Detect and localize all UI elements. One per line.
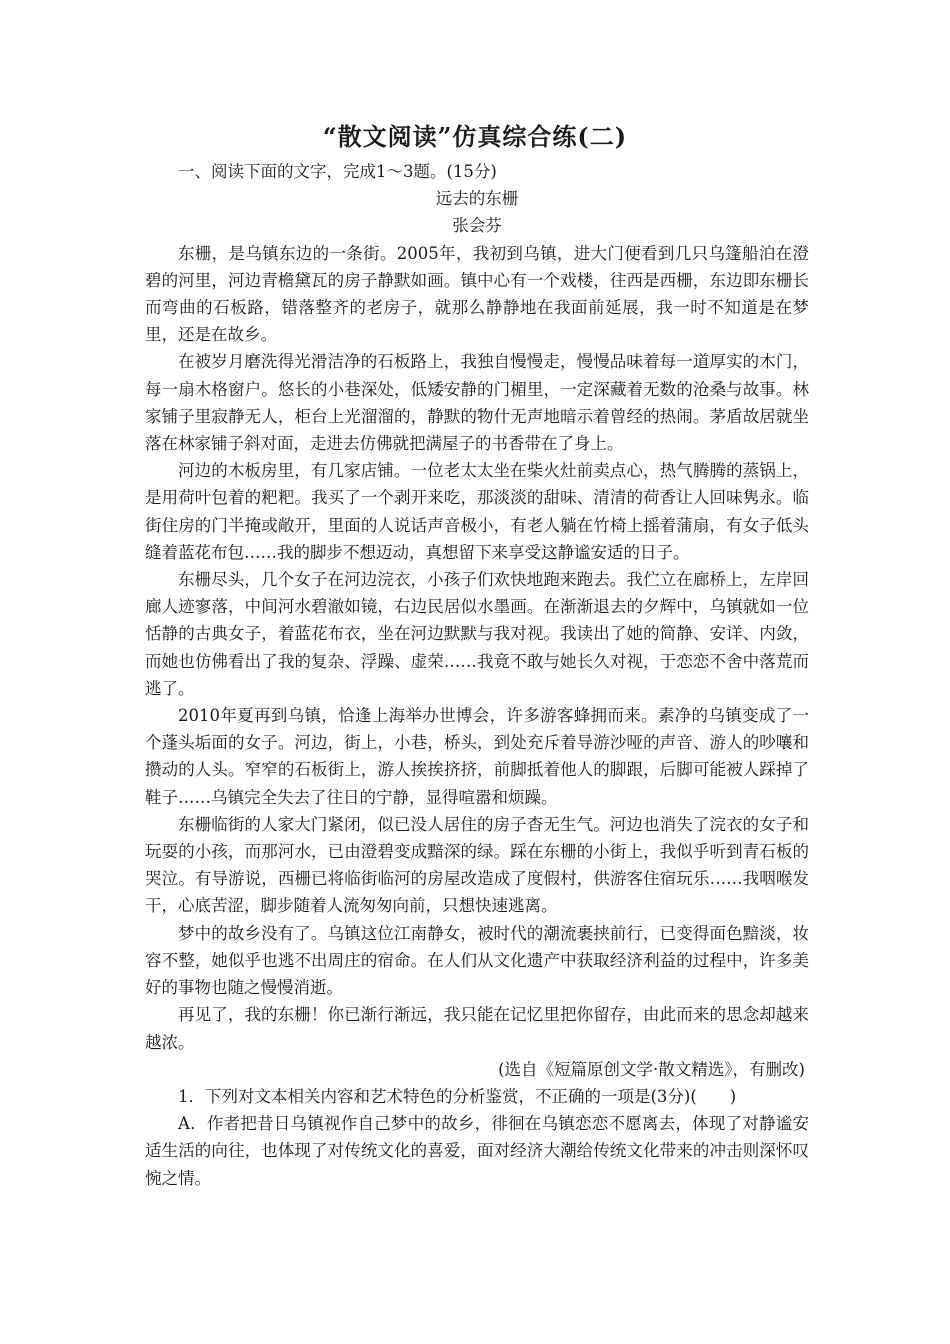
article-title: 远去的东栅: [435, 189, 519, 209]
paragraph: 在被岁月磨洗得光滑洁净的石板路上，我独自慢慢走，慢慢品味着每一道厚实的木门，每一扇木格窗户。悠长的小巷深处，低矮安静的门楣里，一定深藏着无数的沧桑与故事。林家铺子里寂静无人，柜台上光溜溜的，静默的物什无声地暗示着曾经的热闹。茅盾故居就坐落在林家铺子斜对面，走进去仿佛就把满屋子的书香带在了身上。: [145, 352, 809, 454]
paragraph: 东栅尽头，几个女子在河边浣衣，小孩子们欢快地跑来跑去。我伫立在廊桥上，左岸回廊人迹寥落，中间河水碧澈如镜，右边民居似水墨画。在渐渐退去的夕辉中，乌镇就如一位恬静的古典女子，着蓝花布衣，坐在河边默默与我对视。我读出了她的简静、安详、内敛，而她也仿佛看出了我的复杂、浮躁、虚荣……我竟不敢与她长久对视，于恋恋不舍中落荒而逃了。: [145, 570, 809, 698]
document-body: [145, 158, 809, 1192]
article-author: 张会芬: [452, 216, 502, 236]
source-citation: (选自《短篇原创文学·散文精选》，有删改): [498, 1059, 805, 1079]
paragraph: 河边的木板房里，有几家店铺。一位老太太坐在柴火灶前卖点心，热气腾腾的蒸锅上，是用荷叶包着的粑粑。我买了一个剥开来吃，那淡淡的甜味、清清的荷香让人回味隽永。临街住房的门半掩或敞开，里面的人说话声音极小，有老人躺在竹椅上摇着蒲扇，有女子低头缝着蓝花布包……我的脚步不想迈动，真想留下来享受这静谧安适的日子。: [145, 461, 809, 562]
paragraph: 再见了，我的东栅！你已渐行渐远，我只能在记忆里把你留存，由此而来的思念却越来越浓。: [145, 1005, 809, 1052]
paragraph: 东栅，是乌镇东边的一条街。2005年，我初到乌镇，进大门便看到几只乌篷船泊在澄碧的河里，河边青檐黛瓦的房子静默如画。镇中心有一个戏楼，往西是西栅，东边即东栅长而弯曲的石板路，错落整齐的老房子，就那么静静地在我面前延展，我一时不知道是在梦里，还是在故乡。: [145, 243, 809, 345]
paragraph: 东栅临街的人家大门紧闭，似已没人居住的房子杳无生气。河边也消失了浣衣的女子和玩耍的小孩，而那河水，已由澄碧变成黯深的绿。踩在东栅的小街上，我似乎听到青石板的哭泣。有导游说，西栅已将临街临河的房屋改造成了度假村，供游客住宿玩乐……我咽喉发干，心底苦涩，脚步随着人流匆匆向前，只想快速逃离。: [145, 814, 809, 916]
option-a: A．作者把昔日乌镇视作自己梦中的故乡，徘徊在乌镇恋恋不愿离去，体现了对静谧安适生活的向往，也体现了对传统文化的喜爱，面对经济大潮给传统文化带来的冲击则深怀叹惋之情。: [145, 1114, 809, 1188]
paragraph: 梦中的故乡没有了。乌镇这位江南静女，被时代的潮流裹挟前行，已变得面色黯淡，妆容不整，她似乎也逃不出周庄的宿命。在人们从文化遗产中获取经济利益的过程中，许多美好的事物也随之慢慢消逝。: [145, 923, 809, 998]
section-intro: 一、阅读下面的文字，完成1～3题。(15分): [178, 162, 497, 181]
page-title: “散文阅读”仿真综合练(二): [322, 122, 628, 151]
paragraph: 2010年夏再到乌镇，恰逢上海举办世博会，许多游客蜂拥而来。素净的乌镇变成了一个蓬头垢面的女子。河边，街上，小巷，桥头，到处充斥着导游沙哑的声音、游人的吵嚷和攒动的人头。窄窄的石板街上，游人挨挨挤挤，前脚抵着他人的脚跟，后脚可能被人踩掉了鞋子……乌镇完全失去了往日的宁静，显得喧嚣和烦躁。: [145, 706, 809, 807]
question-1: 1．下列对文本相关内容和艺术特色的分析鉴赏，不正确的一项是(3分)( ): [178, 1086, 737, 1106]
